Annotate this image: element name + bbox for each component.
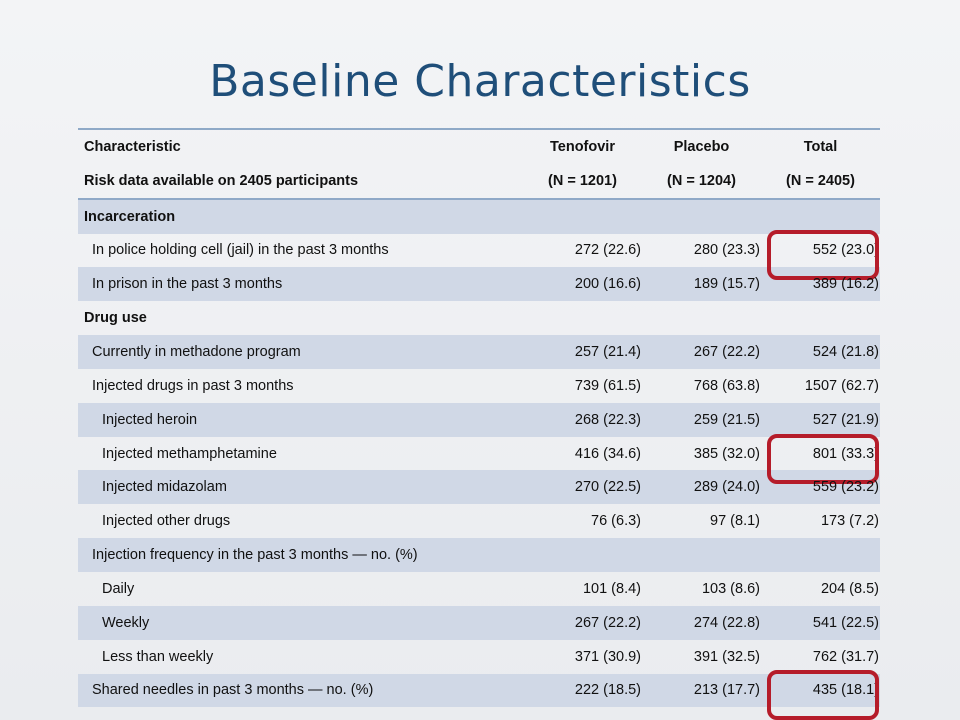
table-row: [78, 234, 880, 268]
total-cell: 552 (23.0): [761, 242, 880, 258]
table-row: [78, 369, 880, 403]
tenofovir-cell: 739 (61.5): [574, 377, 641, 394]
row-label: Currently in methadone program: [92, 343, 301, 360]
tenofovir-cell: 416 (34.6): [574, 445, 641, 462]
row-label: Injected other drugs: [102, 513, 231, 530]
total-cell: 527 (21.9): [812, 411, 879, 428]
total-cell: 435 (18.1): [761, 682, 880, 698]
tenofovir-cell: 272 (22.6): [574, 242, 641, 259]
table-body: [78, 200, 880, 708]
total-cell: 801 (33.3): [761, 446, 880, 462]
table-row: [78, 640, 880, 674]
section-label: Incarceration: [84, 208, 176, 225]
subheader-placebo-n: (N = 1204): [667, 172, 736, 189]
tenofovir-cell: 267 (22.2): [574, 614, 641, 631]
row-label: In prison in the past 3 months: [92, 276, 283, 293]
section-label: Drug use: [84, 310, 147, 327]
placebo-cell: 391 (32.5): [693, 648, 760, 665]
column-header-characteristic: Characteristic: [84, 138, 181, 155]
table-row: [78, 335, 880, 369]
placebo-cell: 289 (24.0): [693, 479, 760, 496]
row-label: Less than weekly: [102, 648, 214, 665]
row-label: In police holding cell (jail) in the past 3 months: [92, 242, 389, 259]
table-subheader-row: [78, 164, 880, 200]
baseline-table: [78, 128, 880, 707]
table-row: [78, 538, 880, 572]
placebo-cell: 189 (15.7): [693, 276, 760, 293]
table-row: [78, 267, 880, 301]
row-label: Shared needles in past 3 months — no. (%): [92, 682, 374, 699]
row-label: Injected drugs in past 3 months: [92, 377, 294, 394]
placebo-cell: 267 (22.2): [693, 343, 760, 360]
total-cell: 1507 (62.7): [804, 377, 879, 394]
placebo-cell: 97 (8.1): [710, 513, 760, 530]
row-label: Injected heroin: [102, 411, 198, 428]
table-row: [78, 403, 880, 437]
table-row: [78, 504, 880, 538]
total-cell: 204 (8.5): [820, 580, 879, 597]
total-cell: 762 (31.7): [812, 648, 879, 665]
column-header-placebo: Placebo: [673, 138, 730, 155]
table-row: [78, 470, 880, 504]
table-header-row: [78, 130, 880, 164]
tenofovir-cell: 200 (16.6): [574, 276, 641, 293]
total-cell: 524 (21.8): [812, 343, 879, 360]
section-header-row: [78, 301, 880, 335]
row-label: Injected midazolam: [102, 479, 227, 496]
total-cell: 389 (16.2): [812, 276, 879, 293]
placebo-cell: 385 (32.0): [693, 445, 760, 462]
placebo-cell: 768 (63.8): [693, 377, 760, 394]
placebo-cell: 103 (8.6): [701, 580, 760, 597]
subheader-total-n: (N = 2405): [786, 172, 855, 189]
subheader-tenofovir-n: (N = 1201): [548, 172, 617, 189]
table-row: [78, 437, 880, 471]
row-label: Daily: [102, 580, 135, 597]
table-row: [78, 674, 880, 708]
row-label: Weekly: [102, 614, 150, 631]
total-cell: 559 (23.2): [812, 479, 879, 496]
placebo-cell: 280 (23.3): [693, 242, 760, 259]
slide-title: Baseline Characteristics: [209, 56, 751, 107]
table-row: [78, 606, 880, 640]
column-header-tenofovir: Tenofovir: [550, 138, 615, 155]
tenofovir-cell: 270 (22.5): [574, 479, 641, 496]
placebo-cell: 259 (21.5): [693, 411, 760, 428]
tenofovir-cell: 371 (30.9): [574, 648, 641, 665]
row-label: Injection frequency in the past 3 months — no. (%): [92, 547, 418, 564]
subheader-label: Risk data available on 2405 participants: [84, 172, 359, 189]
section-header-row: [78, 200, 880, 234]
tenofovir-cell: 257 (21.4): [574, 343, 641, 360]
tenofovir-cell: 222 (18.5): [574, 682, 641, 699]
column-header-total: Total: [803, 138, 838, 155]
placebo-cell: 213 (17.7): [693, 682, 760, 699]
total-cell: 541 (22.5): [812, 614, 879, 631]
row-label: Injected methamphetamine: [102, 445, 277, 462]
total-cell: 173 (7.2): [820, 513, 879, 530]
tenofovir-cell: 268 (22.3): [574, 411, 641, 428]
placebo-cell: 274 (22.8): [693, 614, 760, 631]
tenofovir-cell: 101 (8.4): [582, 580, 641, 597]
table-row: [78, 572, 880, 606]
tenofovir-cell: 76 (6.3): [591, 513, 641, 530]
